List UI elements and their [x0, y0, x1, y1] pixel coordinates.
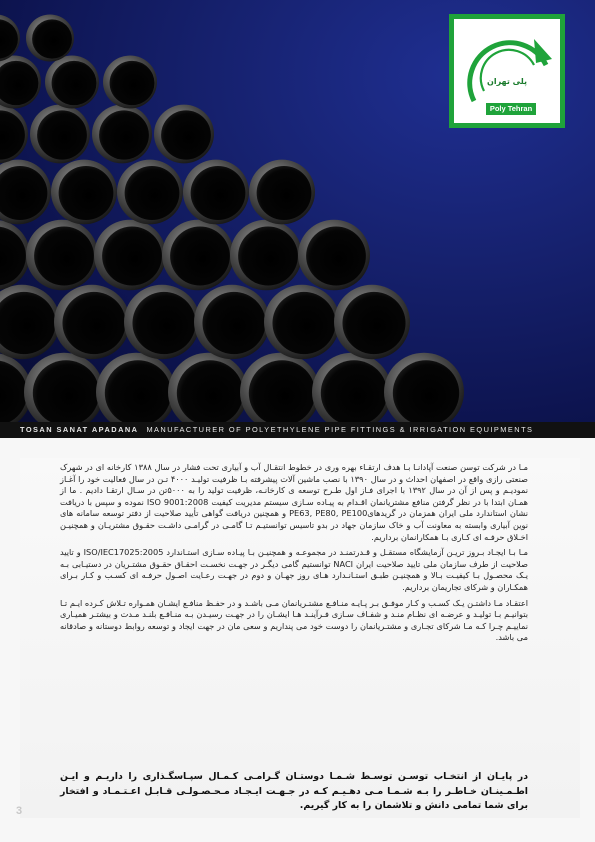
pipe-end — [384, 353, 464, 422]
pipe-end — [117, 160, 183, 225]
pipe-end — [194, 285, 270, 359]
pipe-end — [45, 56, 99, 109]
pipe-end — [0, 160, 51, 225]
logo-english-name: Poly Tehran — [486, 103, 536, 115]
pipe-end — [162, 220, 234, 291]
poly-tehran-logo — [449, 14, 565, 128]
paragraph-laboratory: مـا بـا ایجـاد بـروز تریـن آزمایشگاه مستقـل و قـدرتمنـد در مجموعـه و همچنیـن بـا پیـاده سـازی استـاندارد ISO/IEC17025:2005 و تایید صلاحیت از طرف سازمان ملی تایید صلاحیت ایران NACI توانستیم گامی دیگـر در جهـت نخسـت احقـاق حقـوق مشتـریان در دستیـابی بـه یـک محصـول بـا کیفیـت بـالا و همچنیـن طبـق استـانـدارد هـای روز جهـان و دوم در جهـت رعـایت اصـول حرفـه ای کسـب و کـار بـرای همکـاران و شرکای تجاریمان برداریم. — [60, 547, 528, 592]
header-bar — [0, 422, 595, 438]
pipe-end — [312, 353, 392, 422]
pipe-end — [0, 56, 41, 109]
pipe-end — [298, 220, 370, 291]
logo-persian-name: پلی تهران — [487, 77, 527, 86]
company-tagline: MANUFACTURER OF POLYETHYLENE PIPE FITTINGS & IRRIGATION EQUIPMENTS — [146, 425, 534, 434]
pipe-end — [124, 285, 200, 359]
pipe-end — [94, 220, 166, 291]
paragraph-history: مـا در شرکت توسن صنعت آپادانـا بـا هدف ارتقـاء بهره وری در خطوط انتقـال آب و آبیاری تحت فشار در سال ۱۳۸۸ کارخانه ای در شهرک صنعتی رازی واقع در اصفهان احداث و در سال ۱۳۹۰ با نصب ماشین آلات پیشرفته بـا ظرفیت تولیـد ۴۰۰۰ تـن در سال فعالیت خود را آغـاز نمودیـم و پس از آن در سال ۱۳۹۲ با اجرای فـاز اول طـرح توسعه ی کارخانـه، ظرفیت تولید را به ۵۰۰۰تن در سـال ارتقـا دادیم . ما از همـان ابتدا با در نظر گرفتن منافع مشتریانمان اقـدام به پیـاده سـازی سیستم مدیریت کیفیت ISO 9001:2008 نموده و سپس با دریافت نشان استاندارد ملی ایران همزمان در گریدهایPE63, PE80, PE100 و همچنین دریافت گواهی تأیید صلاحیت از دفتر توسعه سامانه های نوین آبیاری وابسته به معاونت آب و خاک سازمان جهاد در بدو تاسیس توانستیـم تـا گامـی در گرامـی داشـت حقـوق مشتریـان و همچنیـن اخـلاق حرفـه ای کـاری بـا همکارانمان برداریم. — [60, 462, 528, 542]
pipe-end — [154, 105, 214, 164]
closing-statement: در پایـان از انتخـاب توسـن توسـط شـمـا دوستـان گـرامـی کـمـال سپـاسگـذاری را داریـم و ایـن اطـمـینـان خـاطـر را بـه شـمـا مـی دهـیـم کـه در جـهـت ایـجـاد مـحـصـولـی قـابـل اعـتـمـاد و افتخار برای شما تمامی دانش و تلاشمان را به کار گیریم. — [60, 771, 528, 811]
pipe-end — [24, 353, 104, 422]
pipe-end — [0, 105, 28, 164]
pipe-end — [51, 160, 117, 225]
pipe-end — [0, 14, 20, 61]
body-text — [60, 462, 528, 648]
pipe-end — [264, 285, 340, 359]
pipe-end — [230, 220, 302, 291]
pipe-end — [103, 56, 157, 109]
company-name: TOSAN SANAT APADANA — [20, 425, 139, 434]
pipe-end — [26, 220, 98, 291]
pipe-end — [96, 353, 176, 422]
pipe-end — [334, 285, 410, 359]
pipe-end — [0, 220, 30, 291]
pipe-end — [183, 160, 249, 225]
pipe-end — [30, 105, 90, 164]
paragraph-beliefs: اعتقـاد مـا داشتـن یـک کسـب و کـار موفـق بـر پـایـه منـافـع مشتـریانمان مـی باشـد و در حفـظ منافـع ایشـان همـواره تـلاش کـرده ایـم تـا بتوانیـم بـا تولیـد و عرضـه ای نظـام منـد و شفـاف سـازی فـرآینـد هـا ایشـان را در جهـت رسیـدن بـه منـافـع بلنـد مـدت و بیشتـر همیـاری نماییـم چـرا کـه مـا شرکای تجـاری و مشتـریانمان را دوست خود می پنداریم و سعی مان در جهت ایجاد و توسعه روابط دوستانه و صادقانه می باشد. — [60, 597, 528, 643]
page-number: 3 — [16, 805, 23, 817]
pipe-end — [240, 353, 320, 422]
pipe-end — [168, 353, 248, 422]
pipe-end — [249, 160, 315, 225]
pipe-end — [0, 285, 60, 359]
pipe-end — [54, 285, 130, 359]
pipe-end — [26, 14, 74, 61]
pipe-end — [92, 105, 152, 164]
